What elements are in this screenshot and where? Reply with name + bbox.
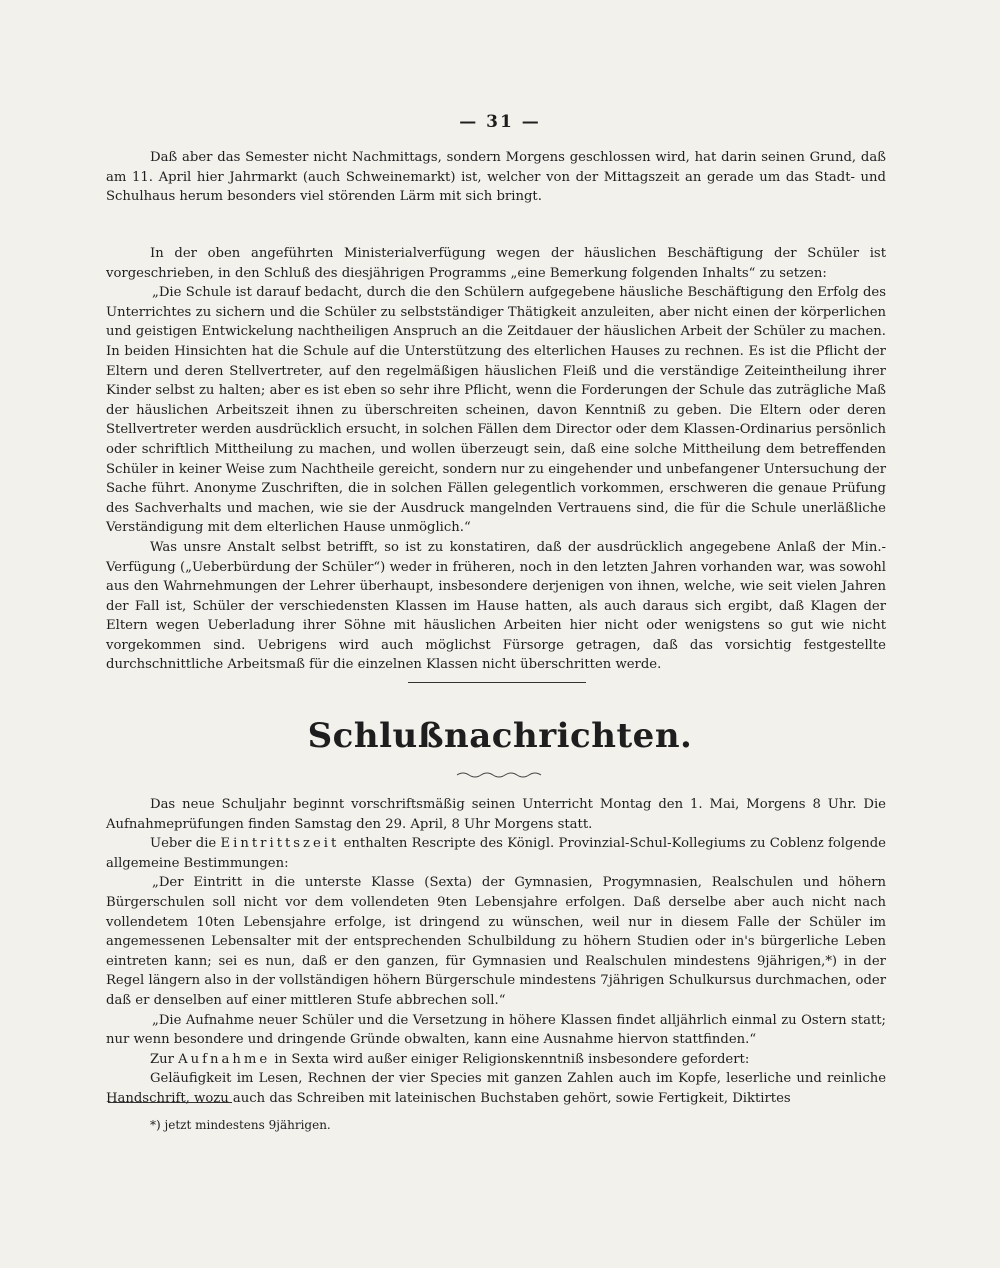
page-number: — 31 — xyxy=(459,112,541,132)
paragraph-quote: „Der Eintritt in die unterste Klasse (Sexta) der Gymnasien, Progymnasien, Realschulen und höhern Bürgerschulen soll nicht vor dem vollendeten 9ten Lebensjahre erfolgen. Daß derselbe aber auch nicht nach vollendetem 10ten Lebensjahre erfolge, ist dringend zu wünschen, weil nur in diesem Falle der Schüler im angemessenen Lebensalter mit der entsprechenden Schulbildung zu höhern Studien oder in's bürgerliche Leben eintreten kann; sei es nun, daß er den ganzen, für Gymnasien und Realschulen mindestens 9jährigen,*) in der Regel längern also in der vollständigen höhern Bürgerschule mindestens 7jährigen Schulkursus durchmachen, oder daß er denselben auf einer mittleren Stufe abbrechen soll.“ xyxy=(106,875,886,1008)
text-run: in Sexta wird außer einiger Religionskenntniß insbesondere gefordert: xyxy=(270,1051,750,1067)
paragraph-quote: „Die Aufnahme neuer Schüler und die Versetzung in höhere Klassen findet alljährlich einmal zu Ostern statt; nur wenn besondere und dringende Gründe obwalten, kann eine Ausnahme hiervon stattfinden.“ xyxy=(106,1012,886,1048)
paragraph: Daß aber das Semester nicht Nachmittags, sondern Morgens geschlossen wird, hat darin seinen Grund, daß am 11. April hier Jahrmarkt (auch Schweinemarkt) ist, welcher von der Mittagszeit an gerade um das Stadt- und Schulhaus herum besonders viel störenden Lärm mit sich bringt. xyxy=(106,150,886,205)
text-run: enthalten Rescripte des Königl. Provinzial-Schul-Kollegiums zu Coblenz folgende allgemeine Bestimmungen: xyxy=(106,836,886,871)
emphasis-text: Aufnahme xyxy=(178,1051,271,1067)
section-homework-decree xyxy=(106,244,886,675)
text-run: Zur xyxy=(150,1051,179,1067)
section-semester-note xyxy=(106,148,886,207)
paragraph: Das neue Schuljahr beginnt vorschriftsmäßig seinen Unterricht Montag den 1. Mai, Morgens 8 Uhr. Die Aufnahmeprüfungen finden Samstag den 29. April, 8 Uhr Morgens statt. xyxy=(106,797,886,832)
section-closing-news xyxy=(106,795,886,1109)
section-heading: Schlußnachrichten. xyxy=(307,716,693,756)
paragraph: Geläufigkeit im Lesen, Rechnen der vier Species mit ganzen Zahlen auch im Kopfe, leserliche und reinliche Handschrift, wozu auch das Schreiben mit lateinischen Buchstaben gehört, sowie Fertigkeit, Diktirtes xyxy=(106,1071,886,1106)
footnote-divider xyxy=(108,1102,232,1103)
paragraph-intro: In der oben angeführten Ministerialverfügung wegen der häuslichen Beschäftigung der Schüler ist vorgeschrieben, in den Schluß des diesjährigen Programms „eine Bemerkung folgenden Inhalts“ zu setzen: xyxy=(106,246,886,281)
paragraph xyxy=(106,834,886,873)
paragraph-quote: „Die Schule ist darauf bedacht, durch die den Schülern aufgegebene häusliche Beschäftigung den Erfolg des Unterrichtes zu sichern und die Schüler zu selbstständiger Thätigkeit anzuleiten, aber nicht einen der körperlichen und geistigen Entwickelung nachtheiligen Anspruch an die Zeitdauer der häuslichen Arbeit der Schüler zu machen. In beiden Hinsichten hat die Schule auf die Unterstützung des elterlichen Hauses zu rechnen. Es ist die Pflicht der Eltern und deren Stellvertreter, auf den regelmäßigen häuslichen Fleiß und die verständige Zeiteintheilung ihrer Kinder selbst zu halten; aber es ist eben so sehr ihre Pflicht, wenn die Forderungen der Schule das zuträgliche Maß der häuslichen Arbeitszeit ihnen zu überschreiten scheinen, davon Kenntniß zu geben. Die Eltern oder deren Stellvertreter werden ausdrücklich ersucht, in solchen Fällen dem Director oder dem Klassen-Ordinarius persönlich oder schriftlich Mittheilung zu machen, und wollen überzeugt sein, daß eine solche Mittheilung dem betreffenden Schüler in keiner Weise zum Nachtheile gereicht, sondern nur zu eingehender und unbefangener Untersuchung der Sache führt. Anonyme Zuschriften, die in solchen Fällen gelegentlich vorkommen, erschweren die genaue Prüfung des Sachverhalts und machen, wie sie der Ausdruck mangelnden Vertrauens sind, die für die Schule unerläßliche Verständigung mit dem elterlichen Hause unmöglich.“ xyxy=(106,285,886,536)
paragraph-follow: Was unsre Anstalt selbst betrifft, so ist zu konstatiren, daß der ausdrücklich angegebene Anlaß der Min.-Verfügung („Ueberbürdung der Schüler“) weder in früheren, noch in den letzten Jahren vorhanden war, was sowohl aus den Wahrnehmungen der Lehrer überhaupt, insbesondere derjenigen von ihnen, welche, wie seit vielen Jahren der Fall ist, Schüler der verschiedensten Klassen im Hause hatten, als auch daraus sich ergibt, daß Klagen der Eltern wegen Ueberladung ihrer Söhne mit häuslichen Arbeiten hier nicht oder wenigstens so gut wie nicht vorgekommen sind. Uebrigens wird auch möglichst Fürsorge getragen, daß das vorsichtig festgestellte durchschnittliche Arbeitsmaß für die einzelnen Klassen nicht überschritten werde. xyxy=(106,539,886,673)
ornament-squiggle-icon xyxy=(455,770,545,780)
emphasis-text: Eintrittszeit xyxy=(220,836,340,852)
section-divider xyxy=(408,682,586,683)
paragraph xyxy=(106,1050,886,1070)
text-run: Ueber die xyxy=(150,836,221,852)
footnote: *) jetzt mindestens 9jährigen. xyxy=(150,1118,331,1132)
